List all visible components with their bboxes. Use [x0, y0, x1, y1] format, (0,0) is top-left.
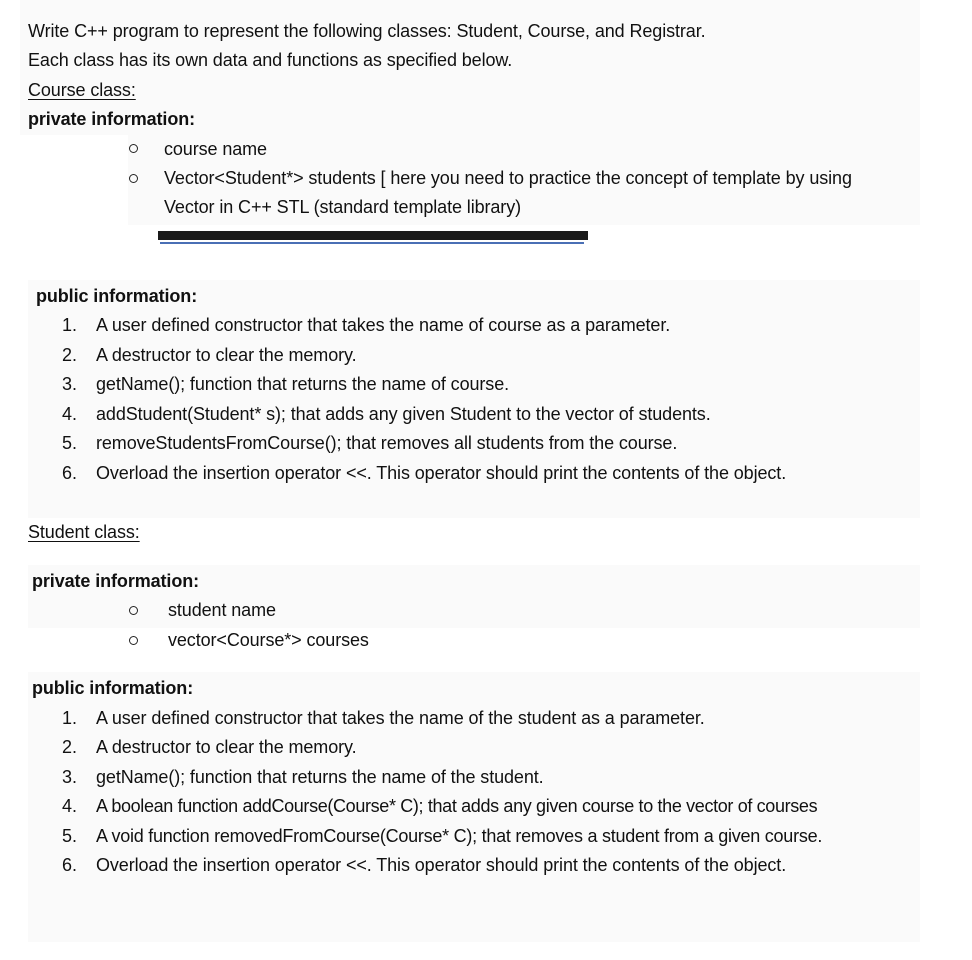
student-private-item-1: student name — [168, 600, 276, 620]
bullet-circle-icon — [129, 174, 138, 183]
intro-line-1: Write C++ program to represent the following classes: Student, Course, and Registrar. — [28, 21, 706, 41]
student-public-item-5: A void function removedFromCourse(Course* C); that removes a student from a given course. — [96, 826, 823, 846]
student-public-item-1: A user defined constructor that takes the name of the student as a parameter. — [96, 708, 705, 728]
intro-line-2: Each class has its own data and functions as specified below. — [28, 50, 513, 70]
course-item-number: 1. — [62, 315, 78, 335]
redacted-link-underline — [160, 242, 584, 244]
student-public-item-6: Overload the insertion operator <<. This operator should print the contents of the object. — [96, 855, 787, 875]
bullet-circle-icon — [129, 606, 138, 615]
student-private-label: private information: — [32, 571, 200, 591]
course-public-item-4: addStudent(Student* s); that adds any given Student to the vector of students. — [96, 404, 711, 424]
student-private-item-2: vector<Course*> courses — [168, 630, 369, 650]
course-public-item-6: Overload the insertion operator <<. This operator should print the contents of the object. — [96, 463, 787, 483]
student-item-number: 6. — [62, 855, 78, 875]
course-private-label: private information: — [28, 109, 196, 129]
student-item-number: 4. — [62, 796, 78, 816]
bullet-circle-icon — [129, 636, 138, 645]
course-item-number: 6. — [62, 463, 78, 483]
course-class-heading: Course class: — [28, 80, 136, 100]
course-item-number: 5. — [62, 433, 78, 453]
course-public-item-1: A user defined constructor that takes the name of course as a parameter. — [96, 315, 671, 335]
student-public-item-3: getName(); function that returns the name of the student. — [96, 767, 544, 787]
student-public-label: public information: — [32, 678, 194, 698]
course-private-item-1: course name — [164, 139, 267, 159]
course-private-item-2-cont: Vector in C++ STL (standard template library) — [164, 197, 521, 217]
student-class-heading: Student class: — [28, 522, 140, 542]
student-item-number: 5. — [62, 826, 78, 846]
student-public-item-4: A boolean function addCourse(Course* C); that adds any given course to the vector of courses — [96, 796, 818, 816]
course-public-label: public information: — [36, 286, 198, 306]
course-item-number: 2. — [62, 345, 78, 365]
course-item-number: 3. — [62, 374, 78, 394]
student-item-number: 2. — [62, 737, 78, 757]
redacted-link — [158, 231, 588, 240]
student-public-item-2: A destructor to clear the memory. — [96, 737, 357, 757]
course-public-item-3: getName(); function that returns the name of course. — [96, 374, 510, 394]
student-item-number: 1. — [62, 708, 78, 728]
course-public-item-5: removeStudentsFromCourse(); that removes all students from the course. — [96, 433, 678, 453]
bullet-circle-icon — [129, 144, 138, 153]
course-public-item-2: A destructor to clear the memory. — [96, 345, 357, 365]
student-item-number: 3. — [62, 767, 78, 787]
course-item-number: 4. — [62, 404, 78, 424]
course-private-item-2: Vector<Student*> students [ here you need to practice the concept of template by using — [164, 168, 852, 188]
